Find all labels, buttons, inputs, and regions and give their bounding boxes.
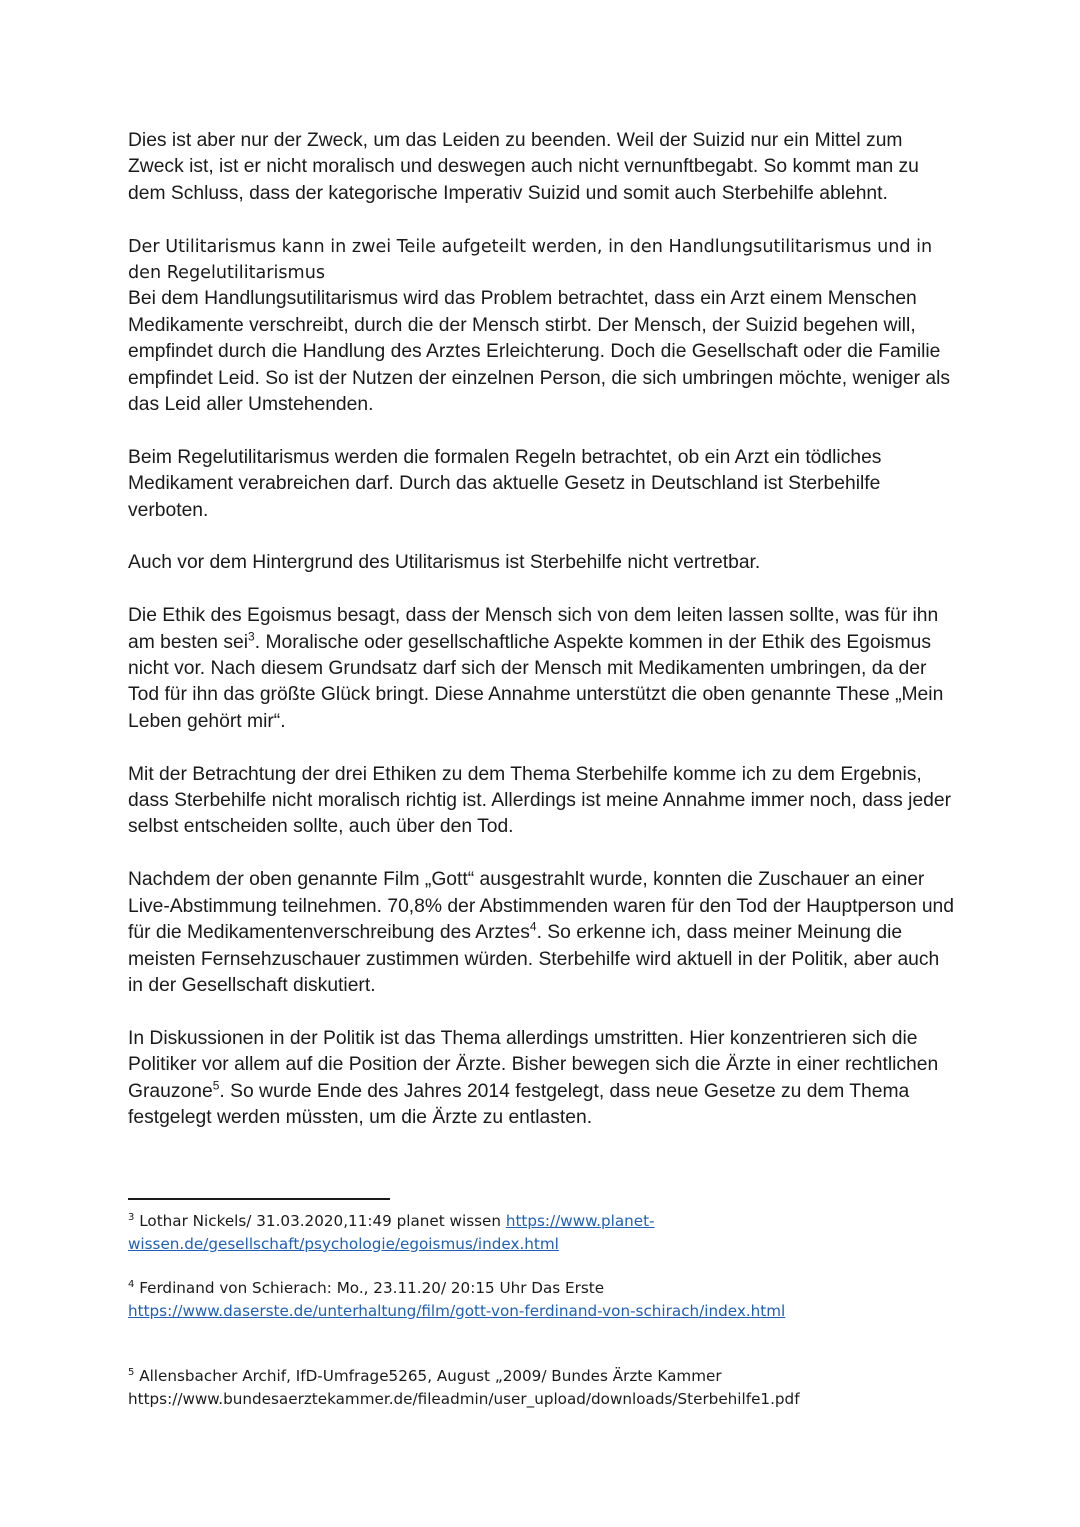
paragraph-film-part1: Nachdem der oben genannte Film „Gott“ ausgestrahlt wurde, konnten die Zuschauer an einer Live-Abstimmung teilnehmen. 70,8% der Abstimmenden waren für den Tod der Hauptperson und für die Medikamentenverschreibung des Arztes bbox=[128, 869, 955, 944]
paragraph-egoismus-part1: Die Ethik des Egoismus besagt, dass der Mensch sich von dem leiten lassen sollte, was für ihn am besten sei bbox=[128, 605, 939, 653]
paragraph-politik-part2: . So wurde Ende des Jahres 2014 festgelegt, dass neue Gesetze zu dem Thema festgelegt werden müssten, um die Ärzte zu entlasten. bbox=[128, 1080, 910, 1128]
paragraph-ergebnis: Mit der Betrachtung der drei Ethiken zu dem Thema Sterbehilfe komme ich zu dem Ergebnis, dass Sterbehilfe nicht moralisch richtig ist. Allerdings ist meine Annahme immer noch, dass jeder selbst entscheiden sollte, auch über den Tod. bbox=[128, 763, 952, 838]
footnote-separator bbox=[128, 1198, 390, 1200]
paragraph-film-part2: . So erkenne ich, dass meiner Meinung die meisten Fernsehzuschauer zustimmen würden. Sterbehilfe wird aktuell in der Politik, aber auch in der Gesellschaft diskutiert. bbox=[128, 922, 940, 996]
paragraph-handlungsutilitarismus: Bei dem Handlungsutilitarismus wird das Problem betrachtet, dass ein Arzt einem Menschen Medikamente verschreibt, durch die der Mensch stirbt. Der Mensch, der Suizid begehen will, empfindet durch die Handlung des Arztes Erleichterung. Doch die Gesellschaft oder die Familie empfindet Leid. So ist der Nutzen der einzelnen Person, die sich umbringen möchte, weniger als das Leid aller Umstehenden. bbox=[128, 288, 951, 416]
paragraph-regelutilitarismus: Beim Regelutilitarismus werden die formalen Regeln betrachtet, ob ein Arzt ein tödliches Medikament verabreichen darf. Durch das aktuelle Gesetz in Deutschland ist Sterbehilfe verboten. bbox=[128, 446, 882, 521]
footnote-3 bbox=[128, 1210, 958, 1255]
footnote-5 bbox=[128, 1365, 958, 1410]
footnote-text: Ferdinand von Schierach: Mo., 23.11.20/ 20:15 Uhr Das Erste bbox=[139, 1279, 605, 1297]
document-body bbox=[128, 128, 958, 1131]
footnote-text: Allensbacher Archif, IfD-Umfrage5265, August „2009/ Bundes Ärzte Kammer bbox=[139, 1367, 722, 1385]
paragraph-politik bbox=[128, 1026, 958, 1132]
footnote-4 bbox=[128, 1277, 958, 1322]
footnote-number: 5 bbox=[128, 1366, 135, 1378]
paragraph-kant-conclusion: Dies ist aber nur der Zweck, um das Leiden zu beenden. Weil der Suizid nur ein Mittel zum Zweck ist, ist er nicht moralisch und deswegen auch nicht vernunftbegabt. So kommt man zu dem Schluss, dass der kategorische Imperativ Suizid und somit auch Sterbehilfe ablehnt. bbox=[128, 130, 919, 204]
paragraph-egoismus bbox=[128, 603, 958, 735]
paragraph-film-abstimmung bbox=[128, 867, 958, 999]
paragraph-egoismus-part2: . Moralische oder gesellschaftliche Aspekte kommen in der Ethik des Egoismus nicht vor. Nach diesem Grundsatz darf sich der Mensch mit Medikamenten umbringen, da der Tod für ihn das größte Glück bringt. Diese Annahme unterstützt die oben genannte These „Mein Leben gehört mir“. bbox=[128, 631, 944, 732]
paragraph-utilitarismus-intro: Der Utilitarismus kann in zwei Teile aufgeteilt werden, in den Handlungsutilitarismus und in den Regelutilitarismus bbox=[128, 236, 933, 284]
paragraph-politik-part1: In Diskussionen in der Politik ist das Thema allerdings umstritten. Hier konzentrieren sich die Politiker vor allem auf die Position der Ärzte. Bisher bewegen sich die Ärzte in einer rechtlichen Grauzone bbox=[128, 1027, 939, 1102]
footnotes-section bbox=[128, 1210, 958, 1410]
footnote-text: Lothar Nickels/ 31.03.2020,11:49 planet wissen bbox=[139, 1212, 506, 1230]
footnote-ref-3[interactable]: 3 bbox=[248, 629, 255, 644]
footnote-url-text: https://www.bundesaerztekammer.de/fileadmin/user_upload/downloads/Sterbehilfe1.pdf bbox=[128, 1389, 800, 1408]
footnote-ref-4[interactable]: 4 bbox=[529, 919, 537, 934]
footnote-link[interactable]: https://www.daserste.de/unterhaltung/film/gott-von-ferdinand-von-schirach/index.html bbox=[128, 1301, 786, 1320]
footnote-link[interactable]: https://www.planet-wissen.de/gesellschaft/psychologie/egoismus/index.html bbox=[128, 1212, 655, 1253]
footnote-ref-5[interactable]: 5 bbox=[212, 1078, 220, 1093]
paragraph-utilitarismus-conclusion: Auch vor dem Hintergrund des Utilitarismus ist Sterbehilfe nicht vertretbar. bbox=[128, 552, 761, 574]
footnote-number: 4 bbox=[128, 1278, 135, 1290]
footnote-number: 3 bbox=[128, 1211, 135, 1223]
